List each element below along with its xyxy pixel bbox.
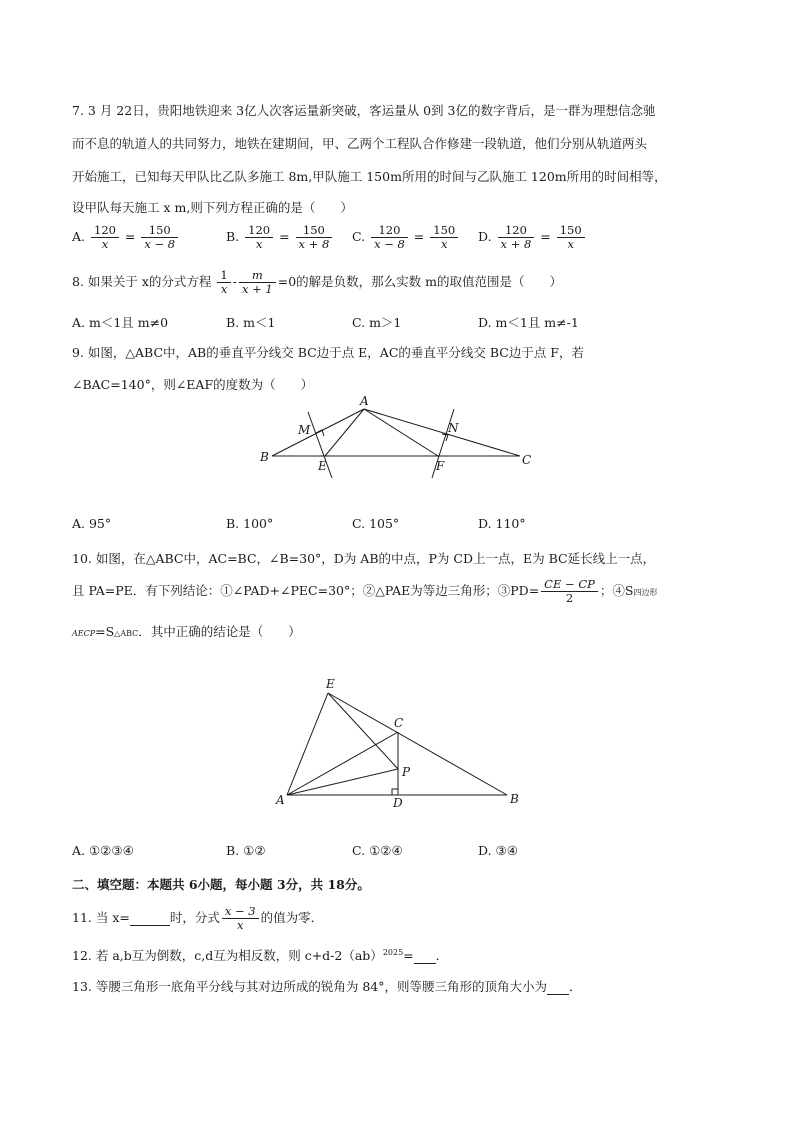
q9-figure	[250, 390, 540, 490]
fraction: $\frac{120}{x}$	[91, 224, 119, 251]
fraction: $\frac{120}{x + 8}$	[498, 224, 535, 251]
fraction: $\frac{CE - CP}{2}$	[541, 578, 598, 605]
segment-ac	[364, 409, 520, 456]
q10-line-2: 且 PA=PE．有下列结论：①∠PAD+∠PEC=30°；②△PAE为等边三角形；③PD= $\frac{CE - CP}{2}$ ；④S四边形	[72, 577, 658, 606]
fraction: $\frac{150}{x - 8}$	[141, 224, 178, 251]
q9-option-a[interactable]: A. 95°	[72, 516, 112, 531]
label-b: B	[260, 450, 269, 464]
segment-ap	[287, 769, 398, 795]
fraction: $\frac{1}{x}$	[217, 269, 230, 296]
segment-ac	[287, 732, 398, 795]
segment-af	[364, 409, 438, 456]
label-f: F	[436, 459, 445, 473]
label-d: D	[393, 796, 403, 810]
q8-option-a[interactable]: A. m＜1且 m≠0	[72, 315, 169, 330]
q7-option-d[interactable]: D. $\frac{120}{x + 8}$ = $\frac{150}{x}$	[478, 224, 587, 251]
q12-stem: 12. 若 a,b互为倒数，c,d互为相反数，则 c+d-2（ab）$^{2025}$= ．	[72, 947, 449, 963]
label-m: M	[298, 423, 311, 437]
q10-option-a[interactable]: A. ①②③④	[72, 843, 134, 858]
q8-option-d[interactable]: D. m＜1且 m≠-1	[478, 315, 579, 330]
q11-stem: 11. 当 x= 时，分式 $\frac{x - 3}{x}$ 的值为零．	[72, 904, 324, 933]
label-a: A	[360, 394, 369, 408]
q7-line-1: 7. 3 月 22日，贵阳地铁迎来 3亿人次客运量新突破，客运量从 0到 3亿的数字背后，是一群为理想信念驰	[72, 103, 656, 118]
answer-blank[interactable]	[130, 910, 170, 926]
q8-stem: 8. 如果关于 x的分式方程 $\frac{1}{x}$ - $\frac{m}{x + 1}$ =0的解是负数，那么实数 m的取值范围是（ ）	[72, 268, 562, 297]
q8-option-b[interactable]: B. m＜1	[226, 315, 276, 330]
label-p: P	[402, 765, 411, 779]
q7-option-c[interactable]: C. $\frac{120}{x - 8}$ = $\frac{150}{x}$	[352, 224, 460, 251]
segment-ae	[287, 693, 328, 795]
fraction: $\frac{150}{x}$	[430, 224, 458, 251]
fraction: $\frac{150}{x + 8}$	[296, 224, 333, 251]
q9-line-1: 9. 如图，△ABC中，AB的垂直平分线交 BC边于点 E，AC的垂直平分线交 BC边于点 F，若	[72, 345, 584, 360]
label-c: C	[394, 716, 404, 730]
q7-line-3: 开始施工，已知每天甲队比乙队多施工 8m,甲队施工 150m所用的时间与乙队施工 120m所用的时间相等，	[72, 169, 667, 184]
fraction: $\frac{m}{x + 1}$	[239, 269, 276, 296]
q10-line-1: 10. 如图，在△ABC中，AC=BC，∠B=30°，D为 AB的中点，P为 CD上一点，E为 BC延长线上一点，	[72, 551, 656, 566]
q9-option-b[interactable]: B. 100°	[226, 516, 274, 531]
q9-option-c[interactable]: C. 105°	[352, 516, 400, 531]
fraction: $\frac{120}{x}$	[245, 224, 273, 251]
fraction: $\frac{120}{x - 8}$	[371, 224, 408, 251]
right-angle-d	[392, 789, 398, 795]
fraction: $\frac{x - 3}{x}$	[222, 905, 259, 932]
q10-option-c[interactable]: C. ①②④	[352, 843, 403, 858]
q10-option-d[interactable]: D. ③④	[478, 843, 518, 858]
label-e: E	[318, 459, 327, 473]
q7-option-a[interactable]: A. $\frac{120}{x}$ = $\frac{150}{x - 8}$	[72, 224, 180, 251]
segment-ep	[328, 693, 398, 769]
label-e: E	[326, 677, 335, 691]
label-a: A	[276, 793, 285, 807]
fraction: $\frac{150}{x}$	[557, 224, 585, 251]
q7-line-2: 而不息的轨道人的共同努力，地铁在建期间，甲、乙两个工程队合作修建一段轨道，他们分别从轨道两头	[72, 136, 648, 151]
q10-option-b[interactable]: B. ①②	[226, 843, 266, 858]
q13-stem: 13. 等腰三角形一底角平分线与其对边所成的锐角为 84°，则等腰三角形的顶角大小为 ．	[72, 979, 582, 994]
label-n: N	[448, 421, 459, 435]
q9-option-d[interactable]: D. 110°	[478, 516, 526, 531]
q7-option-b[interactable]: B. $\frac{120}{x}$ = $\frac{150}{x + 8}$	[226, 224, 334, 251]
section-2-title: 二、填空题：本题共 6小题，每小题 3分，共 18分。	[72, 877, 370, 892]
q8-option-c[interactable]: C. m＞1	[352, 315, 402, 330]
q7-line-4: 设甲队每天施工 x m,则下列方程正确的是（ ）	[72, 200, 353, 215]
q9-line-2: ∠BAC=140°，则∠EAF的度数为（ ）	[72, 377, 314, 392]
q10-line-3: AECP=S△ABC．其中正确的结论是（ ）	[72, 624, 301, 639]
answer-blank[interactable]	[547, 979, 569, 995]
label-c: C	[522, 453, 532, 467]
segment-ae	[325, 409, 364, 456]
answer-blank[interactable]	[414, 948, 436, 964]
segment-eb	[328, 693, 507, 795]
label-b: B	[510, 792, 519, 806]
q10-figure	[270, 672, 530, 812]
